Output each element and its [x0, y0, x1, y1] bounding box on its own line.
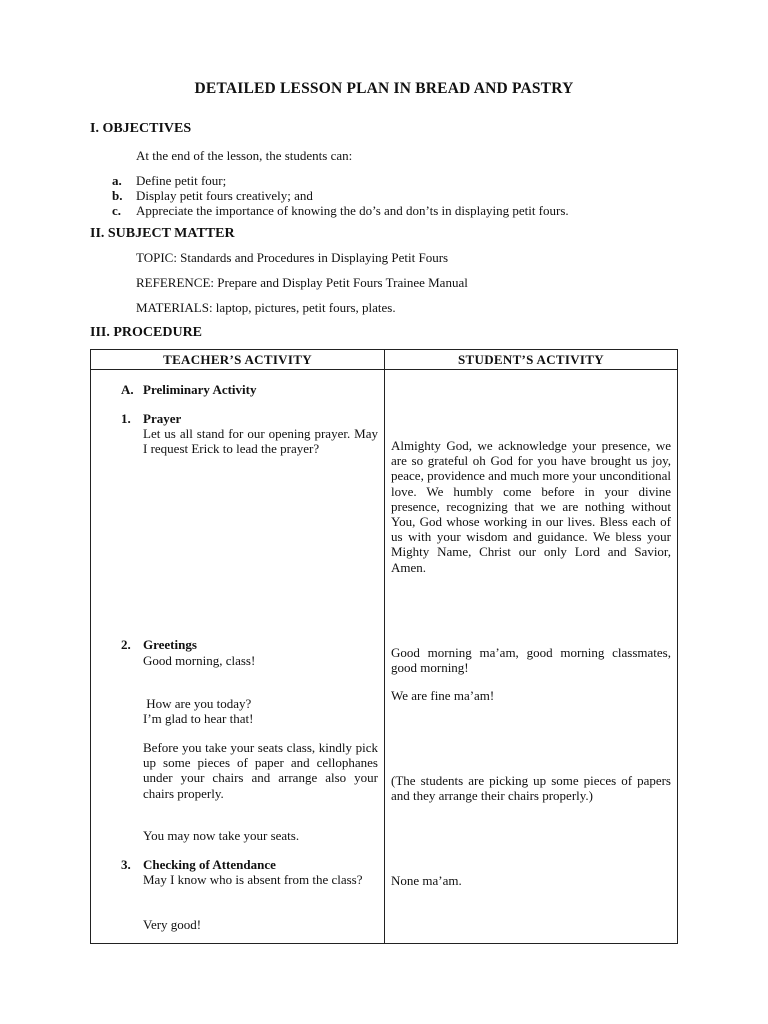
- seats-instruction: Before you take your seats class, kindly pick up some pieces of paper and cellophanes under your chairs and arrange also your chairs properly.: [143, 740, 378, 801]
- objective-item-c: Appreciate the importance of knowing the do’s and don’ts in displaying petit fours.: [136, 203, 569, 218]
- attendance-question: May I know who is absent from the class?: [143, 872, 363, 887]
- objective-letter-b: b.: [112, 188, 123, 203]
- prayer-instruction: Let us all stand for our opening prayer. May I request Erick to lead the prayer?: [143, 426, 378, 457]
- objective-item-b: Display petit fours creatively; and: [136, 188, 313, 203]
- procedure-heading: III. PROCEDURE: [90, 325, 203, 340]
- attendance-number: 3.: [121, 857, 131, 872]
- table-header-row: [91, 350, 677, 370]
- subject-matter-heading: II. SUBJECT MATTER: [90, 226, 235, 241]
- greetings-number: 2.: [121, 637, 131, 652]
- preliminary-letter: A.: [121, 382, 134, 397]
- student-activity-header: STUDENT’S ACTIVITY: [458, 352, 604, 367]
- objectives-heading: I. OBJECTIVES: [90, 121, 192, 136]
- very-good-text: Very good!: [143, 917, 202, 932]
- column-divider: [384, 350, 385, 943]
- student-none-absent: None ma’am.: [391, 873, 462, 888]
- teacher-activity-header: TEACHER’S ACTIVITY: [163, 352, 312, 367]
- prayer-title: Prayer: [143, 411, 182, 426]
- attendance-title: Checking of Attendance: [143, 857, 276, 872]
- student-picking-up: (The students are picking up some pieces of papers and they arrange their chairs properly.): [391, 773, 671, 804]
- greetings-title: Greetings: [143, 637, 197, 652]
- student-fine: We are fine ma’am!: [391, 688, 495, 703]
- how-are-you-text: How are you today?: [143, 696, 252, 711]
- student-prayer: Almighty God, we acknowledge your presence, we are so grateful oh God for you have brought us joy, peace, providence and much more your unconditional love. We humbly come before in your divine presence, recognizing that we are nothing without You, God whose working in our lives. Bless each of us with your wisdom and guidance. We bless your Mighty Name, Christ our only Lord and Savior, Amen.: [391, 438, 671, 575]
- take-seats-text: You may now take your seats.: [143, 828, 300, 843]
- objective-letter-c: c.: [112, 203, 122, 218]
- objective-item-a: Define petit four;: [136, 173, 227, 188]
- procedure-table: [90, 349, 678, 944]
- objective-letter-a: a.: [112, 173, 122, 188]
- objectives-intro: At the end of the lesson, the students can:: [136, 148, 353, 163]
- reference-line: REFERENCE: Prepare and Display Petit Fours Trainee Manual: [136, 275, 468, 290]
- greetings-text: Good morning, class!: [143, 653, 256, 668]
- preliminary-activity-title: Preliminary Activity: [143, 382, 257, 397]
- prayer-number: 1.: [121, 411, 131, 426]
- topic-line: TOPIC: Standards and Procedures in Displaying Petit Fours: [136, 250, 449, 265]
- document-title: DETAILED LESSON PLAN IN BREAD AND PASTRY: [194, 80, 574, 97]
- materials-line: MATERIALS: laptop, pictures, petit fours, plates.: [136, 300, 396, 315]
- glad-text: I’m glad to hear that!: [143, 711, 254, 726]
- student-greeting: Good morning ma’am, good morning classmates, good morning!: [391, 645, 671, 676]
